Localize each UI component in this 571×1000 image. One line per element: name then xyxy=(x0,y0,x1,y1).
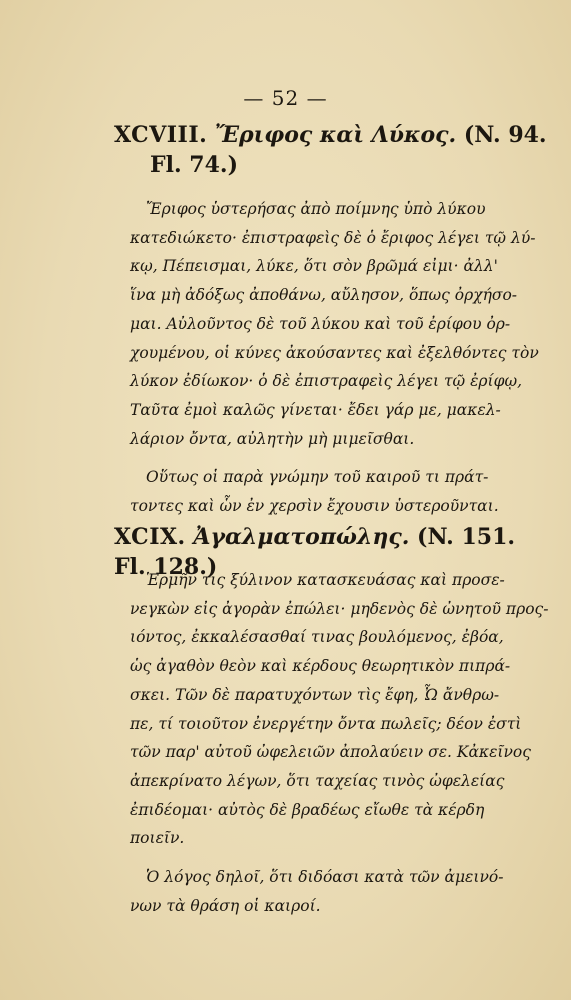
page-number: — 52 — xyxy=(243,86,328,110)
fable-body xyxy=(130,195,570,453)
fable-number: XCVIII. xyxy=(114,122,208,148)
moral-line: Ὁ λόγος δηλοῖ, ὅτι διδόασι κατὰ τῶν ἀμεινό- xyxy=(146,868,504,887)
fable-title: Ἀγαλματοπώλης. xyxy=(193,524,410,550)
text-line: σκει. Τῶν δὲ παρατυχόντων τὶς ἔφη, Ὦ ἄνθρω- xyxy=(130,685,500,704)
text-line: ιόντος, ἐκκαλέσασθαί τινας βουλόμενος, ἐβόα, xyxy=(130,628,504,647)
fable-98-text xyxy=(130,195,570,521)
text-line: ἐπιδέομαι· αὐτὸς δὲ βραδέως εἴωθε τὰ κέρδη xyxy=(130,800,485,819)
text-line: νεγκὼν εἰς ἀγορὰν ἐπώλει· μηδενὸς δὲ ὠνητοῦ προς- xyxy=(130,599,549,618)
fable-title: Ἔριφος καὶ Λύκος. xyxy=(214,122,457,148)
text-line: Ταῦτα ἐμοὶ καλῶς γίνεται· ἔδει γάρ με, μακελ- xyxy=(130,400,501,419)
text-line: λάριον ὄντα, αὐλητὴν μὴ μιμεῖσθαι. xyxy=(130,429,415,448)
fable-99-text xyxy=(130,566,570,920)
fable-body xyxy=(130,566,570,853)
text-line: χουμένου, οἱ κύνες ἀκούσαντες καὶ ἐξελθόντες τὸν xyxy=(130,343,539,362)
fable-source: (N. 94. xyxy=(463,122,547,148)
moral-line: Οὕτως οἱ παρὰ γνώμην τοῦ καιροῦ τι πράτ- xyxy=(146,468,489,487)
moral-line: τοντες καὶ ὧν ἐν χερσὶν ἔχουσιν ὑστεροῦνται. xyxy=(130,497,499,516)
fable-moral xyxy=(130,463,570,520)
text-line: ἵνα μὴ ἀδόξως ἀποθάνω, αὔλησον, ὅπως ὀρχήσο- xyxy=(130,286,518,305)
text-line: λύκον ἐδίωκον· ὁ δὲ ἐπιστραφεὶς λέγει τῷ ἐρίφῳ, xyxy=(130,372,523,391)
moral-line: νων τὰ θράση οἱ καιροί. xyxy=(130,896,321,915)
text-line: ὡς ἀγαθὸν θεὸν καὶ κέρδους θεωρητικὸν πιπρά- xyxy=(130,657,511,676)
fable-number: XCIX. xyxy=(114,524,186,550)
text-line: ποιεῖν. xyxy=(130,829,185,848)
fable-98 xyxy=(114,120,554,180)
fable-source: (N. 151. Fl. 128.) xyxy=(114,524,516,580)
text-line: Ἔριφος ὑστερήσας ἀπὸ ποίμνης ὑπὸ λύκου xyxy=(146,200,486,218)
fable-moral xyxy=(130,863,570,920)
text-line: ἀπεκρίνατο λέγων, ὅτι ταχείας τινὸς ὠφελείας xyxy=(130,771,505,790)
text-line: τῶν παρ' αὐτοῦ ὠφελειῶν ἀπολαύειν σε. Κἀκεῖνος xyxy=(130,743,531,762)
text-line: Ἑρμῆν τις ξύλινον κατασκευάσας καὶ προσε- xyxy=(146,571,505,589)
text-line: κῳ, Πέπεισμαι, λύκε, ὅτι σὸν βρῶμά εἰμι· ἀλλ' xyxy=(130,257,498,276)
text-line: μαι. Αὐλοῦντος δὲ τοῦ λύκου καὶ τοῦ ἐρίφου ὀρ- xyxy=(130,314,511,333)
text-line: πε, τί τοιοῦτον ἐνεργέτην ὄντα πωλεῖς; δέον ἐστὶ xyxy=(130,714,522,733)
text-line: κατεδιώκετο· ἐπιστραφεὶς δὲ ὁ ἔριφος λέγει τῷ λύ- xyxy=(130,228,536,247)
fable-source-continued: Fl. 74.) xyxy=(150,152,238,178)
fable-heading xyxy=(114,120,554,180)
